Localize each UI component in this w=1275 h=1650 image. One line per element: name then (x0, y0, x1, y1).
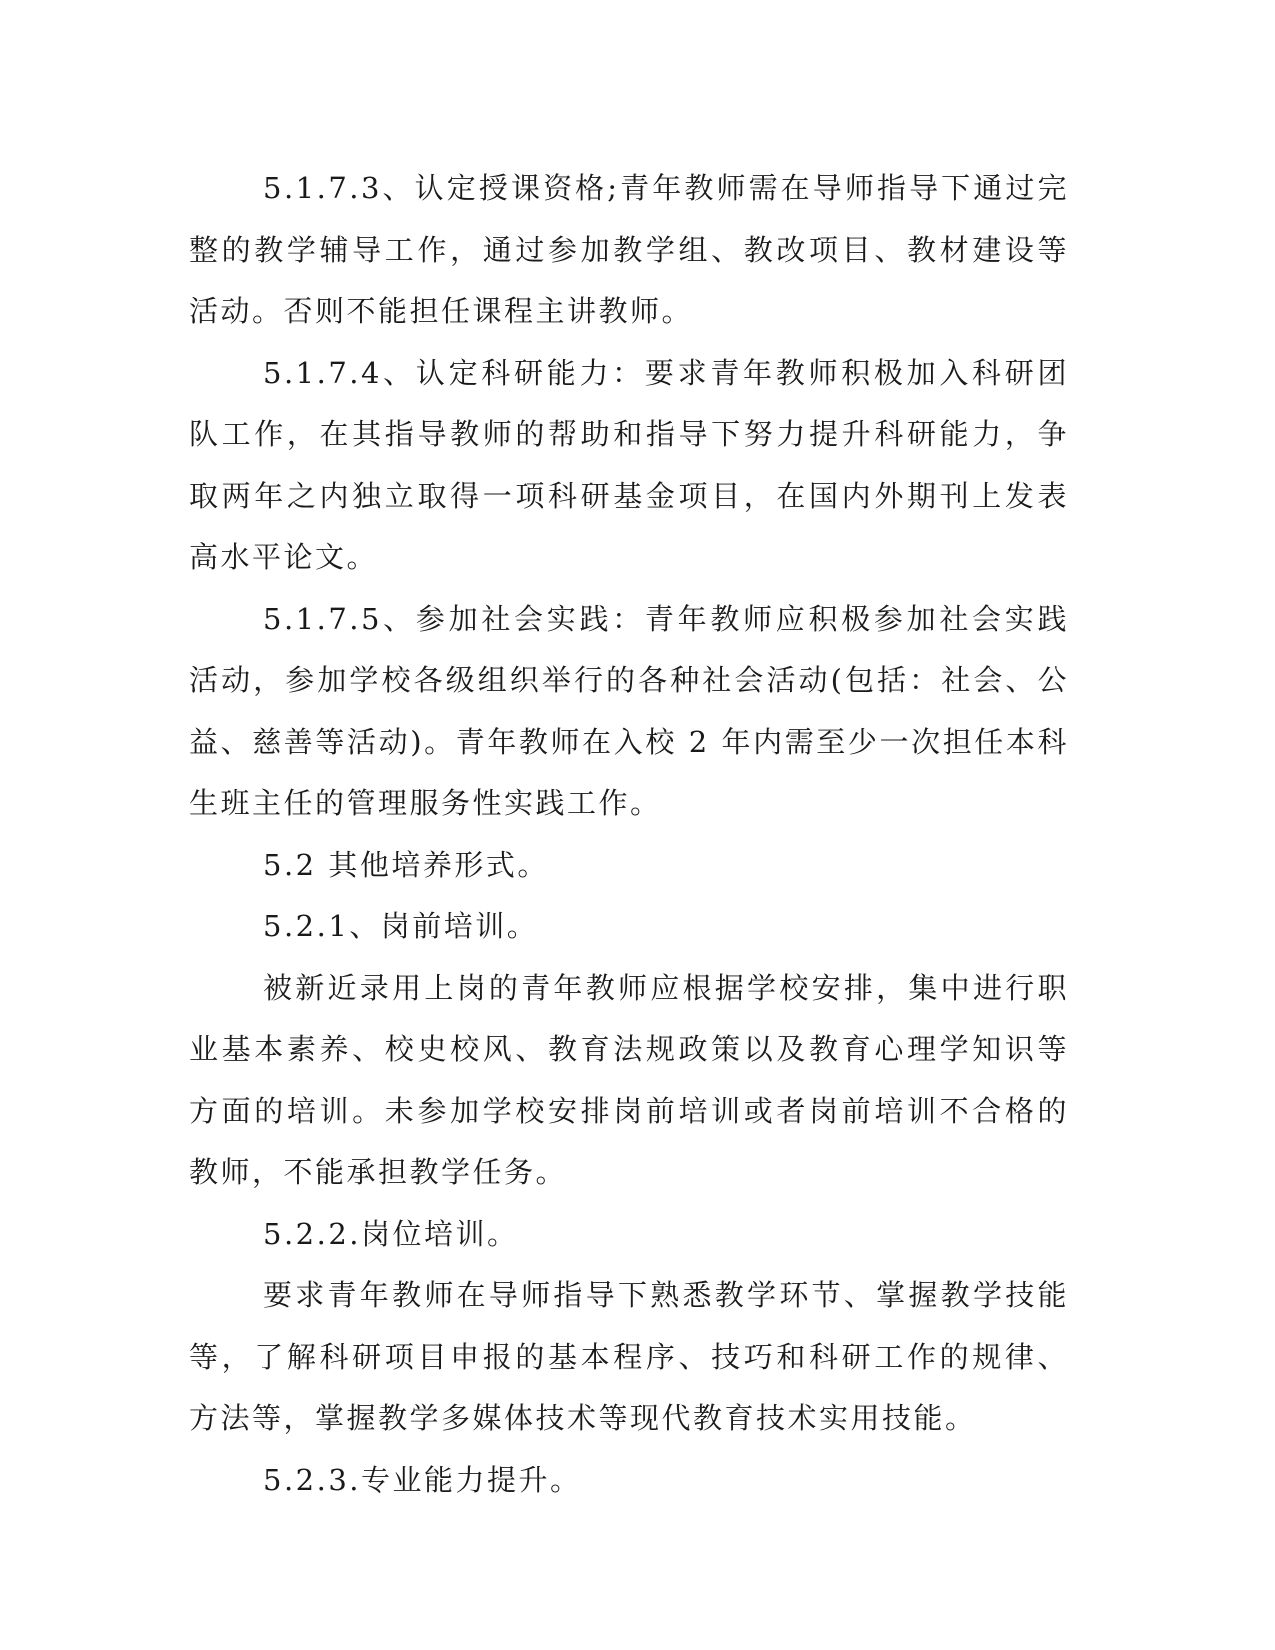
heading-5-2-2: 5.2.2.岗位培训。 (263, 1216, 519, 1251)
paragraph-5-1-7-4: 5.1.7.4、认定科研能力：要求青年教师积极加入科研团队工作，在其指导教师的帮助和指导下努力提升科研能力，争取两年之内独立取得一项科研基金项目，在国内外期刊上发表高水平论文。 (189, 355, 1069, 574)
document-body (189, 158, 1069, 1511)
heading-5-2-1: 5.2.1、岗前培训。 (263, 909, 539, 943)
paragraph-5-1-7-5: 5.1.7.5、参加社会实践：青年教师应积极参加社会实践活动，参加学校各级组织举行的各种社会活动(包括：社会、公益、慈善等活动)。青年教师在入校 2 年内需至少一次担任本科生班主任的管理服务性实践工作。 (189, 601, 1069, 820)
paragraph-5-1-7-3: 5.1.7.3、认定授课资格;青年教师需在导师指导下通过完整的教学辅导工作，通过参加教学组、教改项目、教材建设等活动。否则不能担任课程主讲教师。 (189, 171, 1069, 328)
heading-5-2-3: 5.2.3.专业能力提升。 (263, 1462, 582, 1497)
heading-5-2: 5.2 其他培养形式。 (263, 847, 549, 882)
paragraph-job-training: 要求青年教师在导师指导下熟悉教学环节、掌握教学技能等，了解科研项目申报的基本程序、技巧和科研工作的规律、方法等，掌握教学多媒体技术等现代教育技术实用技能。 (189, 1278, 1069, 1435)
paragraph-pre-job-training: 被新近录用上岗的青年教师应根据学校安排，集中进行职业基本素养、校史校风、教育法规政策以及教育心理学知识等方面的培训。未参加学校安排岗前培训或者岗前培训不合格的教师，不能承担教学任务。 (189, 970, 1069, 1189)
